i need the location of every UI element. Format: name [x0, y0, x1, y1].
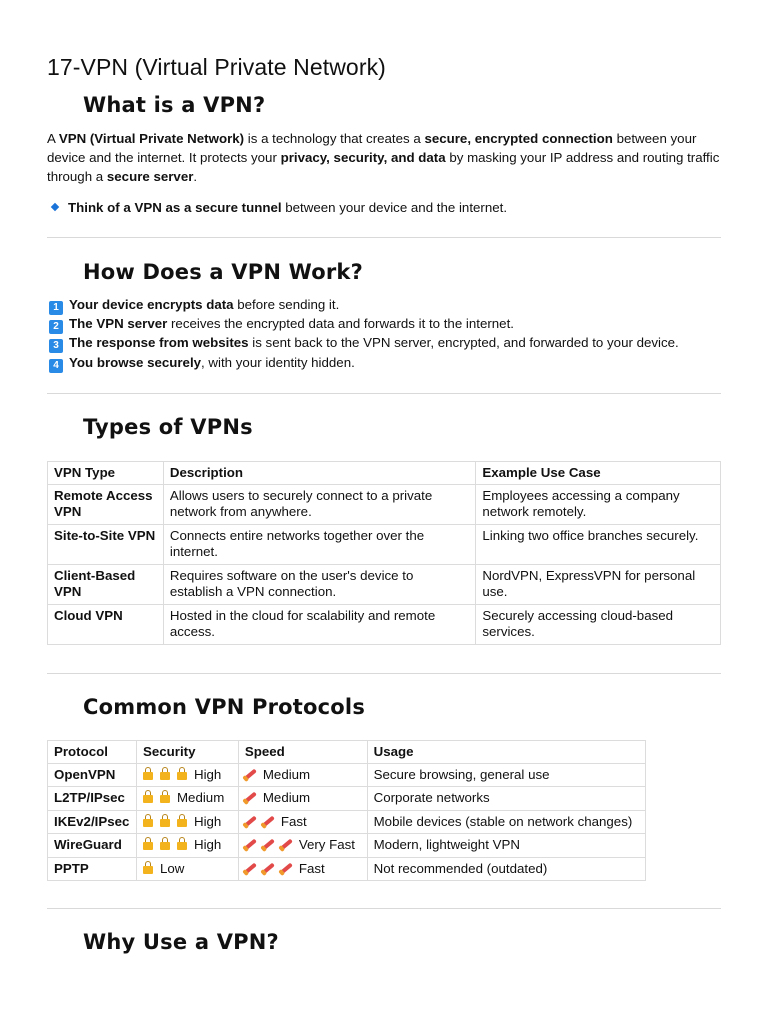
- security-cell: [136, 857, 238, 881]
- speed-level: Very Fast: [298, 837, 356, 852]
- column-header: Description: [163, 462, 475, 485]
- divider: [47, 908, 721, 909]
- table-header-row: [48, 462, 721, 485]
- bullet-bold: Think of a VPN as a secure tunnel: [68, 200, 282, 215]
- vpn-type-cell: Cloud VPN: [48, 604, 164, 644]
- speed-cell: [238, 834, 367, 858]
- speed-level: Medium: [262, 766, 311, 782]
- use-case-cell: Employees accessing a company network remotely.: [476, 484, 721, 524]
- rocket-icon: [263, 839, 275, 850]
- lock-icon: [160, 795, 170, 803]
- vpn-type-cell: Remote Access VPN: [48, 484, 164, 524]
- speed-cell: [238, 857, 367, 881]
- table-row: [48, 564, 721, 604]
- lock-icon: [177, 819, 187, 827]
- speed-level: Fast: [298, 860, 325, 876]
- number-4-icon: 4: [49, 359, 63, 373]
- diamond-bullet-icon: [51, 203, 59, 211]
- step-bold: You browse securely: [69, 355, 202, 370]
- heading-common-vpn-protocols: Common VPN Protocols: [83, 695, 366, 719]
- rocket-icon: [245, 768, 257, 779]
- column-header: VPN Type: [48, 462, 164, 485]
- security-level: Medium: [176, 790, 225, 805]
- page-title: 17-VPN (Virtual Private Network): [47, 54, 386, 80]
- table-row: [48, 763, 646, 787]
- vpn-protocols-table: [47, 740, 646, 881]
- intro-text-3: between your device and the internet. It protects your: [47, 131, 697, 165]
- use-case-cell: Securely accessing cloud-based services.: [476, 604, 721, 644]
- protocol-name-cell: IKEv2/IPsec: [48, 810, 137, 834]
- step-text: receives the encrypted data and forwards it to the internet.: [167, 316, 514, 331]
- table-row: [48, 834, 646, 858]
- usage-cell: Secure browsing, general use: [367, 763, 645, 787]
- speed-cell: [238, 787, 367, 811]
- protocol-name-cell: PPTP: [48, 857, 137, 881]
- column-header: Security: [136, 741, 238, 764]
- lock-icon: [143, 795, 153, 803]
- intro-text-5: .: [193, 169, 198, 184]
- heading-what-is-vpn: What is a VPN?: [83, 93, 266, 117]
- description-cell: Hosted in the cloud for scalability and remote access.: [163, 604, 475, 644]
- divider: [47, 393, 721, 394]
- number-1-icon: 1: [49, 301, 63, 315]
- number-2-icon: 2: [49, 320, 63, 334]
- lock-icon: [143, 842, 153, 850]
- divider: [47, 673, 721, 674]
- intro-bold-2: secure, encrypted connection: [424, 131, 613, 146]
- bullet-text: between your device and the internet.: [281, 200, 508, 215]
- speed-level: Medium: [262, 790, 311, 805]
- speed-cell: [238, 763, 367, 787]
- rocket-icon: [281, 862, 293, 873]
- step-item: [49, 295, 339, 315]
- step-item: [49, 314, 514, 334]
- security-cell: [136, 787, 238, 811]
- column-header: Usage: [367, 741, 645, 764]
- security-level: High: [193, 766, 222, 782]
- table-header-row: [48, 741, 646, 764]
- vpn-types-table: [47, 461, 721, 645]
- security-cell: [136, 810, 238, 834]
- rocket-icon: [245, 839, 257, 850]
- table-row: [48, 787, 646, 811]
- protocol-name-cell: WireGuard: [48, 834, 137, 858]
- heading-why-use-vpn: Why Use a VPN?: [83, 930, 279, 954]
- usage-cell: Corporate networks: [367, 787, 645, 811]
- intro-text-2: is a technology that creates a: [244, 131, 425, 146]
- description-cell: Connects entire networks together over the internet.: [163, 524, 475, 564]
- divider: [47, 237, 721, 238]
- column-header: Example Use Case: [476, 462, 721, 485]
- speed-cell: [238, 810, 367, 834]
- number-3-icon: 3: [49, 339, 63, 353]
- intro-text-1: A: [47, 131, 59, 146]
- use-case-cell: NordVPN, ExpressVPN for personal use.: [476, 564, 721, 604]
- table-row: [48, 810, 646, 834]
- step-bold: The response from websites: [69, 335, 249, 350]
- protocol-name-cell: L2TP/IPsec: [48, 787, 137, 811]
- protocol-name-cell: OpenVPN: [48, 763, 137, 787]
- use-case-cell: Linking two office branches securely.: [476, 524, 721, 564]
- step-text: is sent back to the VPN server, encrypted, and forwarded to your device.: [248, 335, 679, 350]
- intro-bold-3: privacy, security, and data: [280, 150, 446, 165]
- security-cell: [136, 763, 238, 787]
- lock-icon: [160, 772, 170, 780]
- table-row: [48, 857, 646, 881]
- table-row: [48, 484, 721, 524]
- security-level: High: [193, 813, 222, 829]
- heading-how-vpn-works: How Does a VPN Work?: [83, 260, 363, 284]
- intro-bold-1: VPN (Virtual Private Network): [58, 131, 245, 146]
- rocket-icon: [281, 839, 293, 850]
- column-header: Protocol: [48, 741, 137, 764]
- step-bold: Your device encrypts data: [69, 297, 234, 312]
- rocket-icon: [263, 815, 275, 826]
- rocket-icon: [245, 862, 257, 873]
- lock-icon: [143, 819, 153, 827]
- lock-icon: [177, 842, 187, 850]
- lock-icon: [143, 772, 153, 780]
- rocket-icon: [263, 862, 275, 873]
- lock-icon: [160, 842, 170, 850]
- intro-bold-4: secure server: [106, 169, 194, 184]
- heading-types-of-vpns: Types of VPNs: [83, 415, 253, 439]
- security-cell: [136, 834, 238, 858]
- step-text: before sending it.: [233, 297, 340, 312]
- security-level: Low: [159, 860, 185, 876]
- step-item: [49, 353, 355, 373]
- step-text: , with your identity hidden.: [201, 355, 355, 370]
- table-row: [48, 524, 721, 564]
- table-row: [48, 604, 721, 644]
- rocket-icon: [245, 815, 257, 826]
- step-bold: The VPN server: [69, 316, 168, 331]
- vpn-type-cell: Site-to-Site VPN: [48, 524, 164, 564]
- usage-cell: Mobile devices (stable on network changes): [367, 810, 645, 834]
- speed-level: Fast: [280, 813, 307, 829]
- rocket-icon: [245, 792, 257, 803]
- tunnel-bullet: [52, 198, 507, 217]
- lock-icon: [160, 819, 170, 827]
- lock-icon: [143, 866, 153, 874]
- usage-cell: Modern, lightweight VPN: [367, 834, 645, 858]
- column-header: Speed: [238, 741, 367, 764]
- security-level: High: [193, 837, 222, 852]
- usage-cell: Not recommended (outdated): [367, 857, 645, 881]
- step-item: [49, 333, 679, 353]
- intro-text-4: by masking your IP address and routing traffic through a: [47, 150, 720, 184]
- description-cell: Allows users to securely connect to a private network from anywhere.: [163, 484, 475, 524]
- vpn-type-cell: Client-Based VPN: [48, 564, 164, 604]
- description-cell: Requires software on the user's device to establish a VPN connection.: [163, 564, 475, 604]
- lock-icon: [177, 772, 187, 780]
- intro-paragraph: [47, 129, 727, 186]
